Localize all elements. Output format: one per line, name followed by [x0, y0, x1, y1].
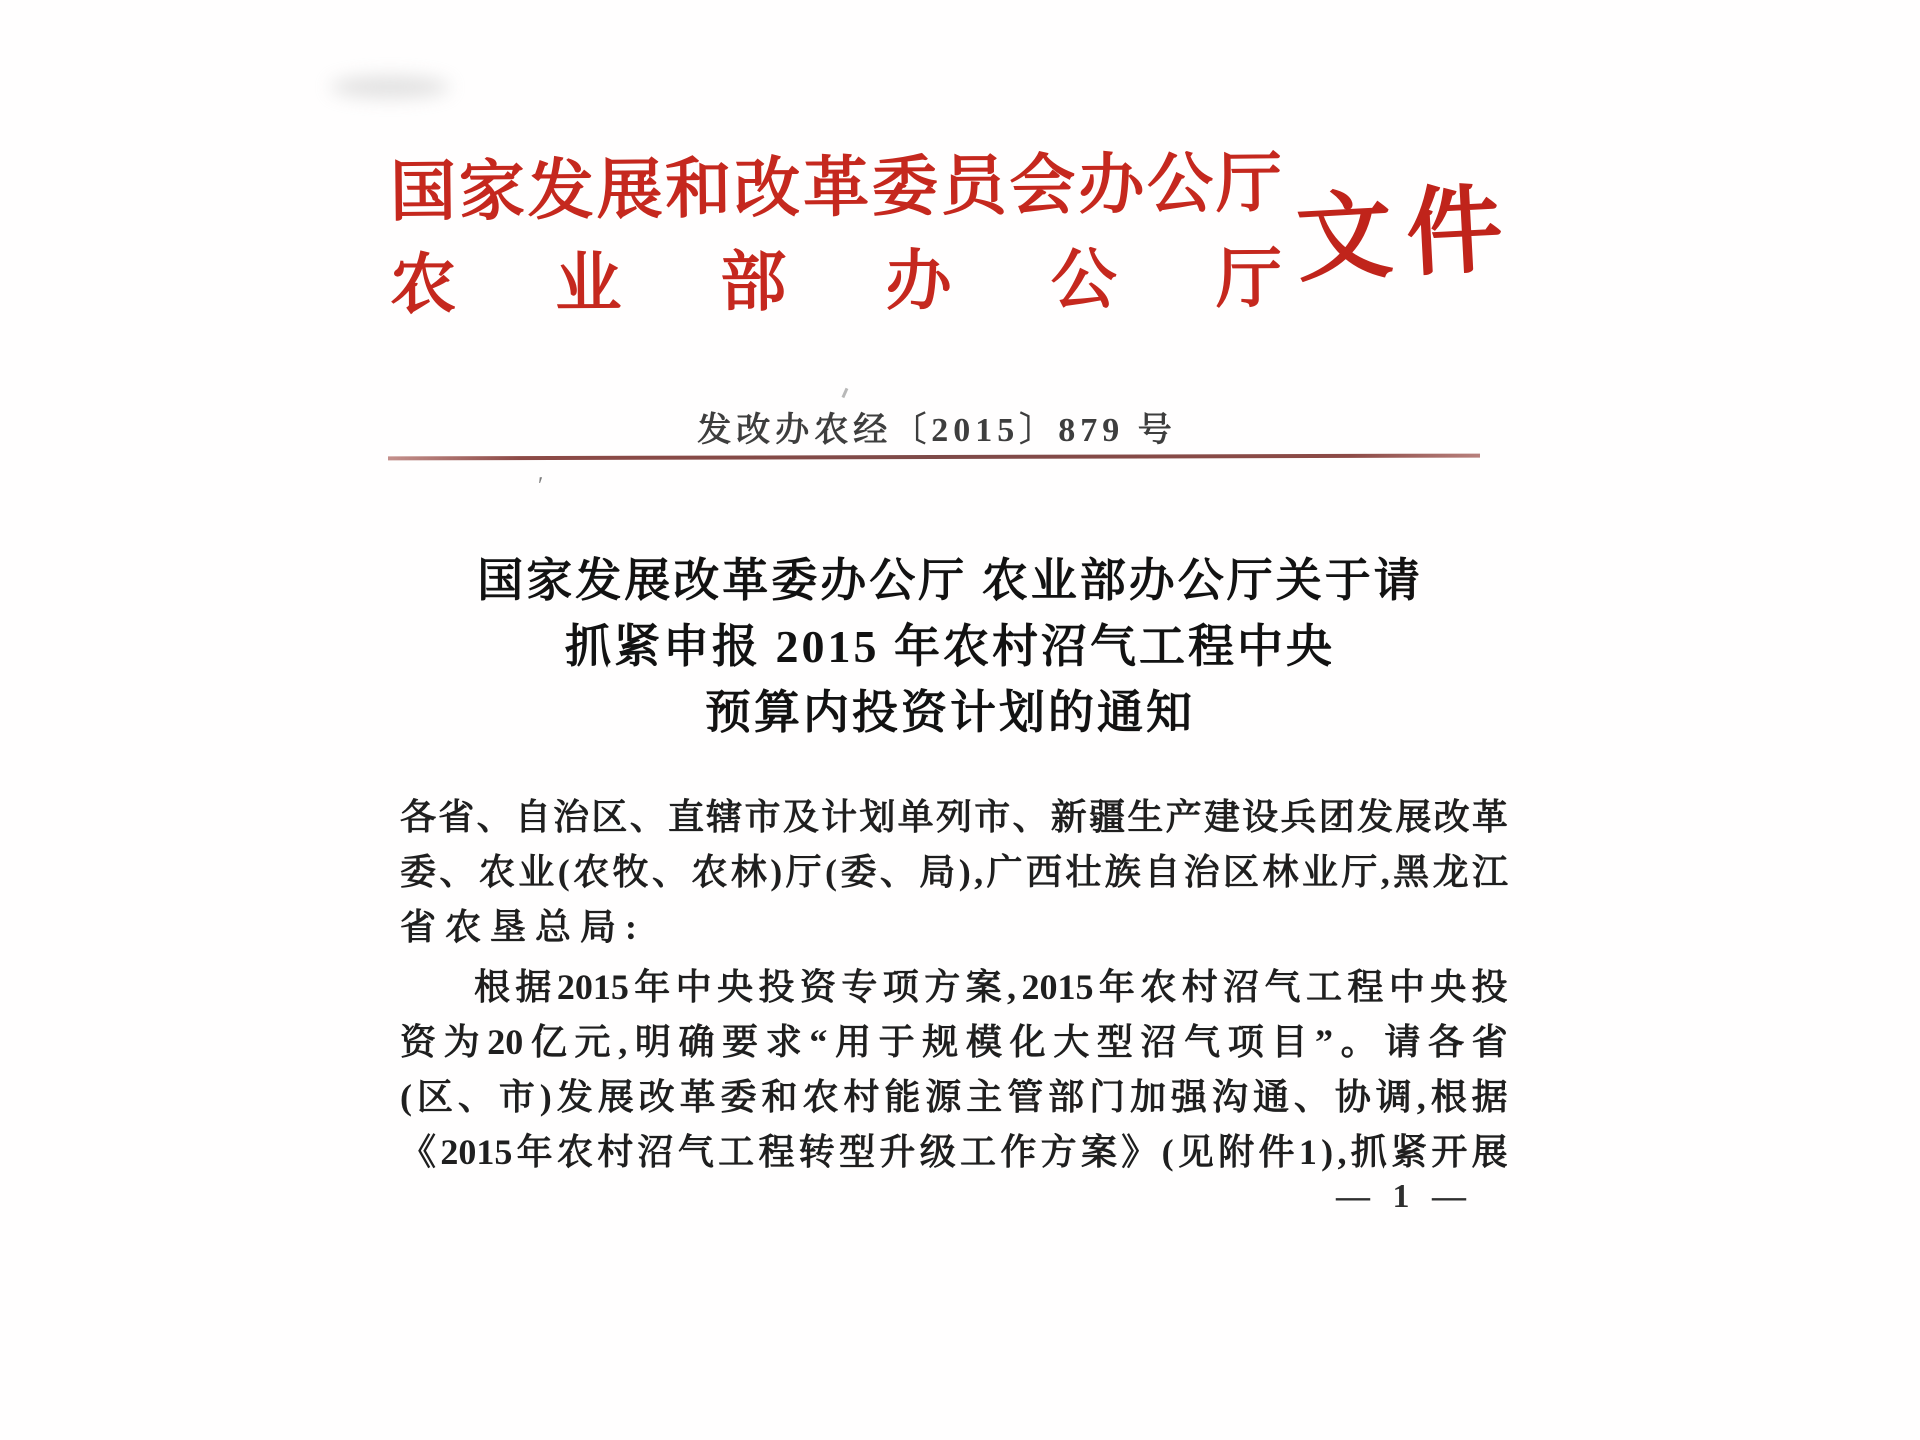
letterhead-document-label: 文件: [1293, 175, 1520, 294]
body-line-addressees-3: 省农垦总局:: [400, 907, 646, 947]
document-number: 发改办农经〔2015〕879 号: [697, 412, 1177, 449]
title-line-3: 预算内投资计划的通知: [705, 687, 1195, 738]
body-line-paragraph2-3: ( 区 、 市 ) 发 展 改 革 委 和 农 村 能 源 主 管 部 门 加 强 沟 通 、 协 调 , 根 据: [400, 1077, 1508, 1117]
red-divider-line: [388, 454, 1480, 461]
ink-speck: [842, 388, 858, 402]
document-title: [0, 548, 1900, 746]
ink-speck: [538, 476, 545, 496]
letterhead-issuer-line-1: 国 家 发 展 和 改 革 委 员 会 办 公 厅: [389, 147, 1283, 230]
body-line-paragraph2-2: 资 为 20 亿 元 , 明 确 要 求 “ 用 于 规 模 化 大 型 沼 气 项 目 ” 。 请 各 省: [400, 1022, 1508, 1062]
letterhead-issuer-line-2: 农 业 部 办 公 厅: [389, 242, 1283, 323]
body-line-paragraph2-4: 《 2015 年 农 村 沼 气 工 程 转 型 升 级 工 作 方 案 》 ( 见 附 件 1 ) , 抓 紧 开 展: [400, 1132, 1508, 1172]
title-line-1: 国家发展改革委办公厅 农业部办公厅关于请: [477, 555, 1423, 606]
body-line-paragraph2-1: 根 据 2015 年 中 央 投 资 专 项 方 案 , 2015 年 农 村 沼 气 工 程 中 央 投: [474, 967, 1508, 1007]
body-line-addressees-2: 委 、 农 业 ( 农 牧 、 农 林 ) 厅 ( 委 、 局 ) , 广 西 壮 族 自 治 区 林 业 厅 , 黑 龙 江: [400, 852, 1508, 892]
scan-smudge: [330, 76, 450, 98]
page-number: — 1 —: [1336, 1178, 1473, 1215]
title-line-2: 抓紧申报 2015 年农村沼气工程中央: [565, 621, 1335, 672]
body-line-addressees-1: 各 省 、 自 治 区 、 直 辖 市 及 计 划 单 列 市 、 新 疆 生 产 建 设 兵 团 发 展 改 革: [400, 797, 1508, 837]
